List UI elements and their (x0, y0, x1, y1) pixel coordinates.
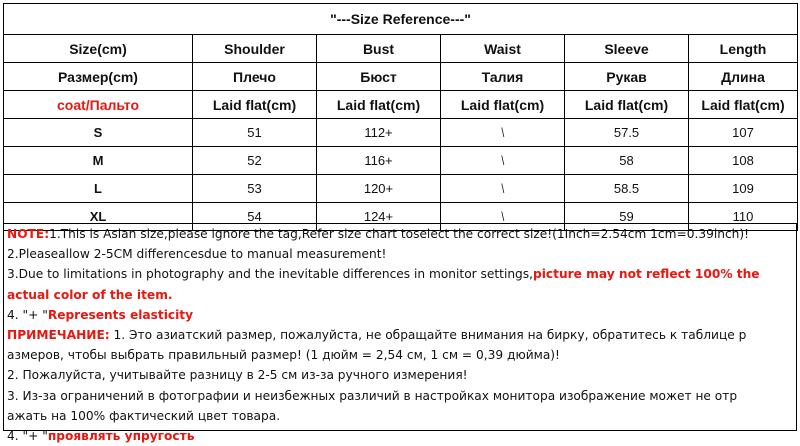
size-cell: L (4, 175, 193, 203)
waist-cell: \ (441, 119, 565, 147)
waist-cell: \ (441, 175, 565, 203)
note-elasticity: Represents elasticity (47, 307, 194, 322)
note-prefix: 4. "+ " (7, 307, 48, 322)
table-row (4, 175, 798, 203)
size-cell: XL (4, 203, 193, 231)
length-cell: 107 (689, 119, 798, 147)
note-label-ru: ПРИМЕЧАНИЕ: (7, 328, 110, 343)
table-row (4, 119, 798, 147)
header-sleeve: Sleeve (565, 35, 689, 63)
bust-cell: 116+ (317, 147, 441, 175)
sleeve-cell: 58 (565, 147, 689, 175)
waist-cell: \ (441, 147, 565, 175)
measure-method-row (4, 91, 798, 119)
bust-cell: 124+ (317, 203, 441, 231)
note-russian-2: 2. Пожалуйста, учитывайте разницу в 2-5 см из-за ручного измерения! (7, 368, 468, 383)
header-row-russian (4, 63, 798, 91)
header-size: Size(cm) (4, 35, 193, 63)
table-title: "---Size Reference---" (4, 4, 798, 35)
header-bust: Bust (317, 35, 441, 63)
method-cell: Laid flat(cm) (317, 91, 441, 119)
shoulder-cell: 53 (193, 175, 317, 203)
note-text: 1. Это азиатский размер, пожалуйста, не обращайте внимания на бирку, обратитесь к таблице р (109, 328, 747, 343)
method-cell: Laid flat(cm) (193, 91, 317, 119)
note-label: NOTE: (7, 227, 50, 241)
note-russian-1-cont: азмеров, чтобы выбрать правильный размер! (1 дюйм = 2,54 см, 1 см = 0,39 дюйма)! (7, 348, 560, 363)
size-cell: S (4, 119, 193, 147)
header-row-english (4, 35, 798, 63)
note-russian-4 (7, 426, 794, 446)
note-warning: picture may not reflect 100% the actual color of the item. (7, 267, 760, 302)
header-length: Length (689, 35, 798, 63)
note-prefix: 4. "+ " (7, 429, 48, 444)
method-cell: Laid flat(cm) (565, 91, 689, 119)
header-waist: Waist (441, 35, 565, 63)
method-cell: Laid flat(cm) (441, 91, 565, 119)
sleeve-cell: 58.5 (565, 175, 689, 203)
note-english-3 (7, 264, 794, 304)
table-title-row (4, 4, 798, 35)
size-cell: M (4, 147, 193, 175)
length-cell: 108 (689, 147, 798, 175)
note-english-4 (7, 305, 794, 325)
note-english-2: 2.Pleaseallow 2-5CM differencesdue to manual measurement! (7, 247, 387, 262)
header-shoulder: Shoulder (193, 35, 317, 63)
header-length-ru: Длина (689, 63, 798, 91)
header-shoulder-ru: Плечо (193, 63, 317, 91)
note-russian-3-cont: ажать на 100% фактический цвет товара. (7, 408, 281, 423)
shoulder-cell: 54 (193, 203, 317, 231)
header-sleeve-ru: Рукав (565, 63, 689, 91)
length-cell: 110 (689, 203, 798, 231)
header-bust-ru: Бюст (317, 63, 441, 91)
garment-type-label: coat/Пальто (4, 91, 193, 119)
waist-cell: \ (441, 203, 565, 231)
note-russian-3: 3. Из-за ограничений в фотографии и неизбежных различий в настройках монитора изображение может не отр (7, 388, 738, 403)
note-russian-1 (7, 325, 794, 345)
note-english-1 (7, 224, 794, 244)
table-row (4, 147, 798, 175)
method-cell: Laid flat(cm) (689, 91, 798, 119)
note-text: 1.This is Asian size,please ignore the tag,Refer size chart toselect the correct size!(1Inch=2.54cm 1cm=0.39inch)! (49, 227, 750, 241)
bust-cell: 112+ (317, 119, 441, 147)
shoulder-cell: 52 (193, 147, 317, 175)
header-waist-ru: Талия (441, 63, 565, 91)
sleeve-cell: 57.5 (565, 119, 689, 147)
sleeve-cell: 59 (565, 203, 689, 231)
length-cell: 109 (689, 175, 798, 203)
size-reference-table (3, 3, 798, 231)
shoulder-cell: 51 (193, 119, 317, 147)
bust-cell: 120+ (317, 175, 441, 203)
note-text: 3.Due to limitations in photography and the inevitable differences in monitor settings, (7, 267, 534, 282)
header-size-ru: Размер(cm) (4, 63, 193, 91)
notes-box (3, 223, 797, 444)
note-elasticity-ru: проявлять упругость (47, 429, 195, 444)
